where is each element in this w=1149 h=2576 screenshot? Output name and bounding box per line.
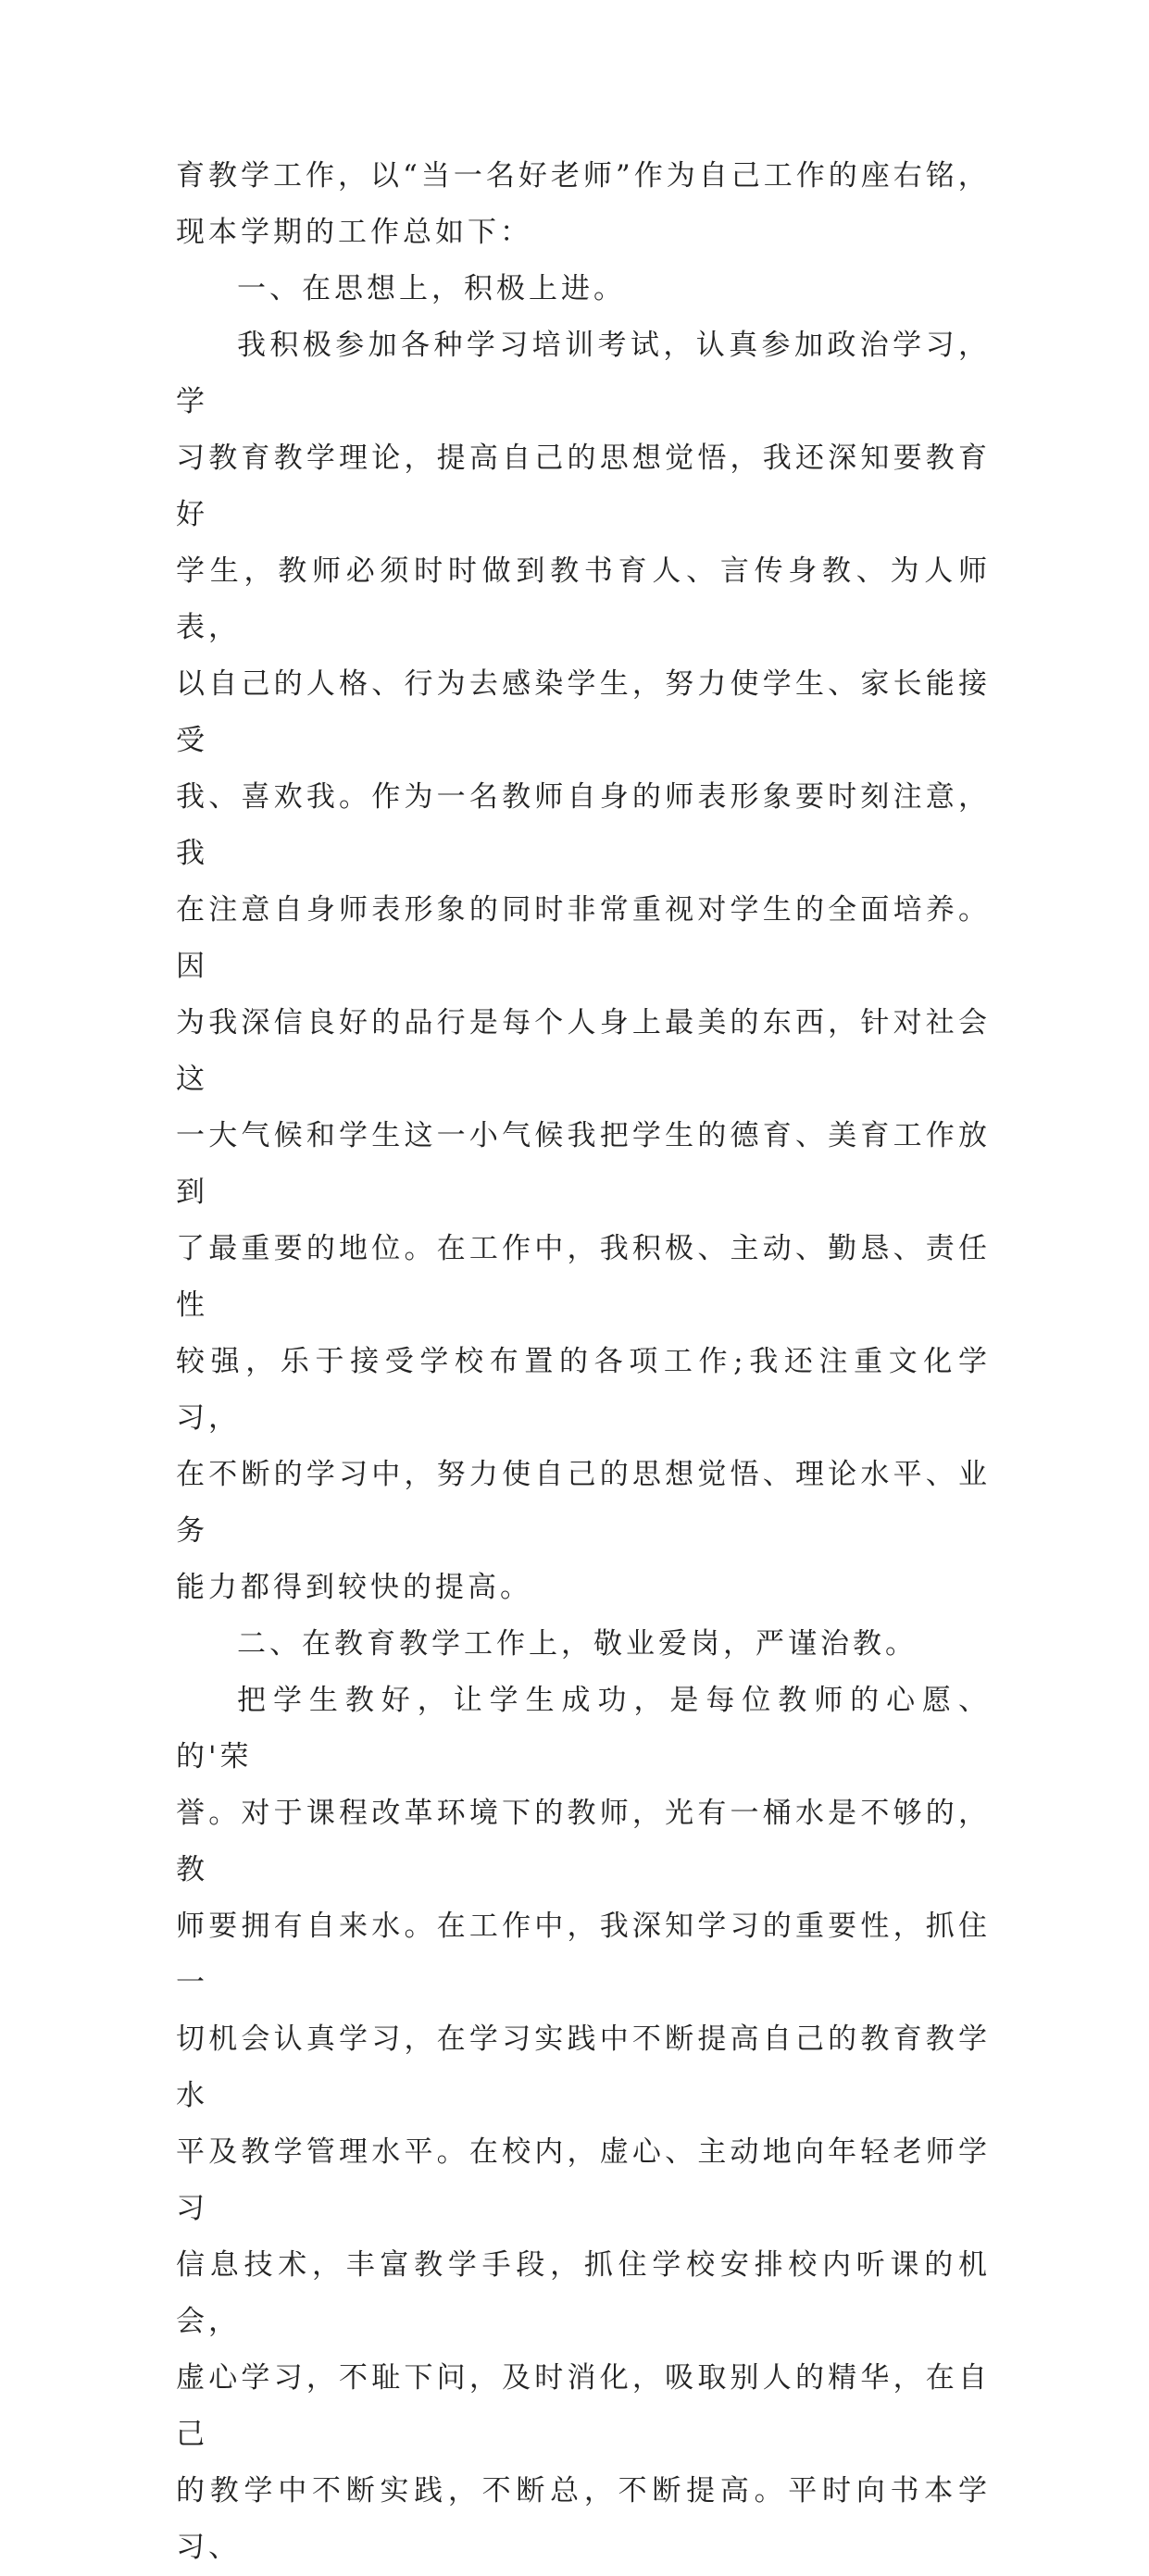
paragraph-thought <box>176 317 991 1616</box>
text-line: 切机会认真学习，在学习实践中不断提高自己的教育教学水 <box>176 2022 991 2112</box>
text-line: 誉。对于课程改革环境下的教师，光有一桶水是不够的，教 <box>176 1797 991 1886</box>
text-line: 一大气候和学生这一小气候我把学生的德育、美育工作放到 <box>176 1119 991 1209</box>
text-line: 学生，教师必须时时做到教书育人、言传身教、为人师表， <box>176 554 991 644</box>
text-line: 师要拥有自来水。在工作中，我深知学习的重要性，抓住一 <box>176 1910 991 1999</box>
text-line: 现本学期的工作总如下： <box>176 216 532 249</box>
document-body <box>176 148 991 2576</box>
text-line: 为我深信良好的品行是每个人身上最美的东西，针对社会这 <box>176 1006 991 1096</box>
text-line: 以自己的人格、行为去感染学生，努力使学生、家长能接受 <box>176 667 991 757</box>
text-line: 一、在思想上，积极上进。 <box>237 272 626 305</box>
section-heading-1 <box>176 261 991 317</box>
text-line: 能力都得到较快的提高。 <box>176 1571 532 1604</box>
paragraph-teaching <box>176 1673 991 2576</box>
text-line: 我、喜欢我。作为一名教师自身的师表形象要时刻注意，我 <box>176 780 991 870</box>
text-line: 习教育教学理论，提高自己的思想觉悟，我还深知要教育好 <box>176 442 991 531</box>
text-line: 把学生教好，让学生成功，是每位教师的心愿、的'荣 <box>176 1684 991 1773</box>
paragraph-intro <box>176 148 991 261</box>
text-line: 较强，乐于接受学校布置的各项工作;我还注重文化学习， <box>176 1345 991 1435</box>
text-line: 了最重要的地位。在工作中，我积极、主动、勤恳、责任性 <box>176 1232 991 1322</box>
text-line: 在不断的学习中，努力使自己的思想觉悟、理论水平、业务 <box>176 1458 991 1548</box>
text-line: 在注意自身师表形象的同时非常重视对学生的全面培养。因 <box>176 893 991 983</box>
text-line: 平及教学管理水平。在校内，虚心、主动地向年轻老师学习 <box>176 2135 991 2225</box>
text-line: 二、在教育教学工作上，敬业爱岗，严谨治教。 <box>237 1627 918 1661</box>
text-line: 虚心学习，不耻下问，及时消化，吸取别人的精华，在自己 <box>176 2361 991 2451</box>
text-line: 信息技术，丰富教学手段，抓住学校安排校内听课的机会， <box>176 2248 991 2338</box>
text-line: 育教学工作，以“当一名好老师”作为自己工作的座右铭， <box>176 159 991 193</box>
text-line: 的教学中不断实践，不断总，不断提高。平时向书本学习、 <box>176 2474 991 2564</box>
text-line: 我积极参加各种学习培训考试，认真参加政治学习，学 <box>176 329 991 418</box>
section-heading-2 <box>176 1616 991 1673</box>
